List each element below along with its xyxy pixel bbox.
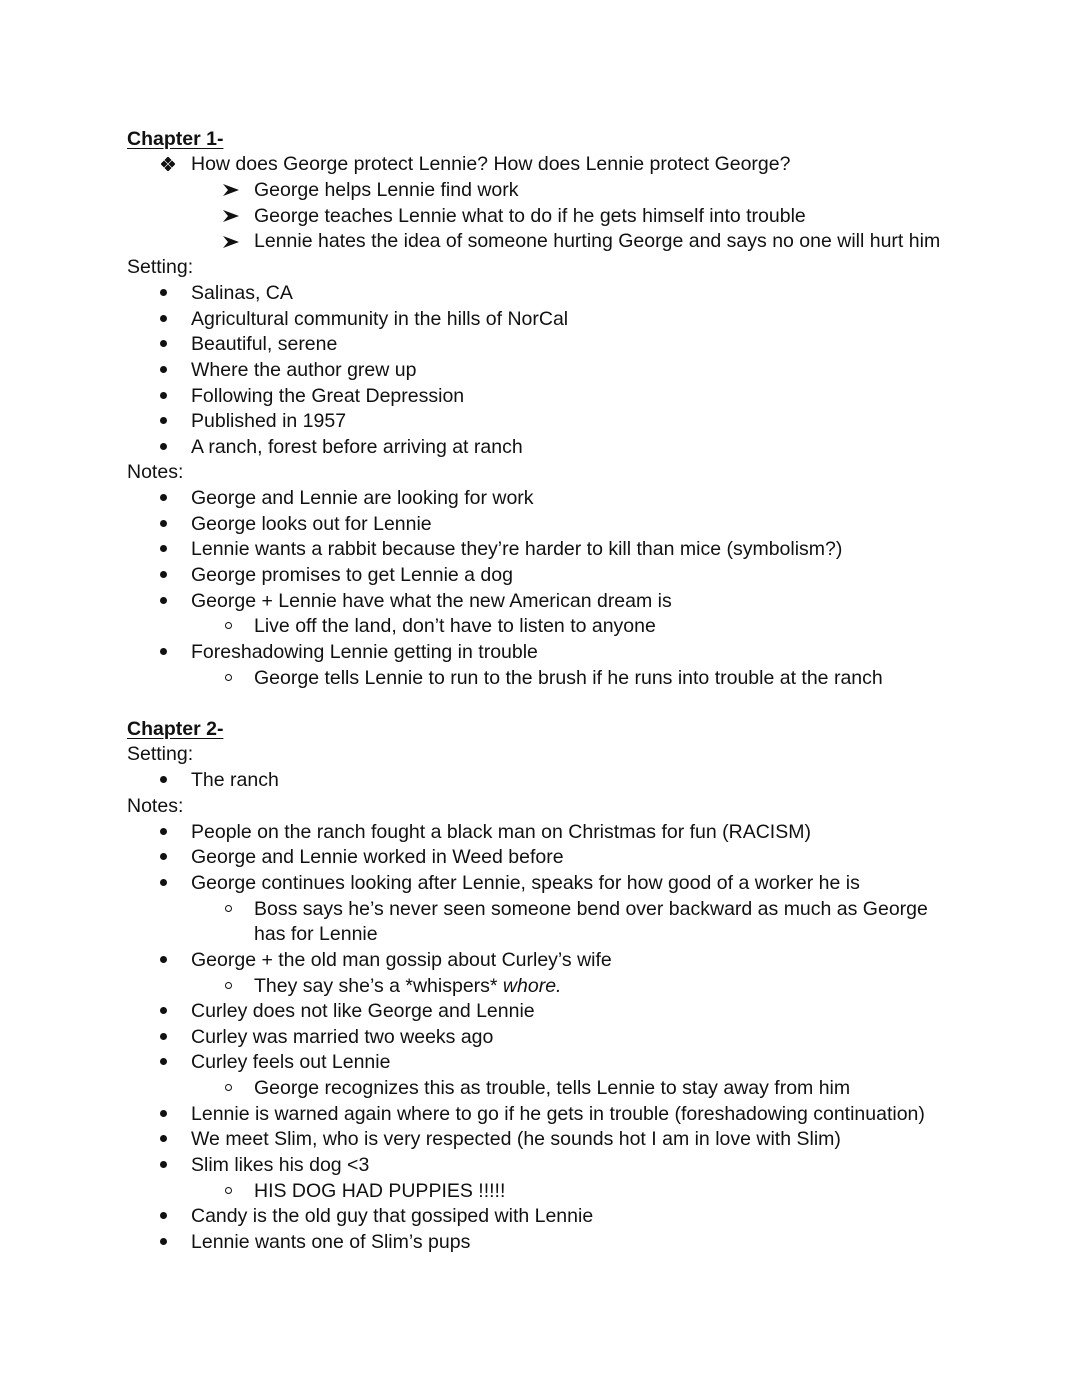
sub-bullet-icon xyxy=(225,982,232,989)
note-item: George + the old man gossip about Curley’s wife xyxy=(191,949,612,971)
setting-item: Beautiful, serene xyxy=(191,333,338,355)
diamond-bullet-icon xyxy=(161,157,175,171)
note-subitem: Boss says he’s never seen someone bend over backward as much as George xyxy=(254,898,928,920)
bullet-icon xyxy=(160,417,167,424)
setting-item: Following the Great Depression xyxy=(191,385,465,407)
chapter1-setting-label: Setting: xyxy=(127,256,194,278)
bullet-icon xyxy=(160,340,167,347)
bullet-icon xyxy=(160,828,167,835)
bullet-icon xyxy=(160,1135,167,1142)
chapter2-notes-label: Notes: xyxy=(127,795,184,817)
bullet-icon xyxy=(160,853,167,860)
arrow-bullet-icon xyxy=(223,210,239,222)
chapter1-heading: Chapter 1- xyxy=(127,128,224,150)
sub-bullet-icon xyxy=(225,674,232,681)
note-item: Slim likes his dog <3 xyxy=(191,1154,370,1176)
note-item: Curley feels out Lennie xyxy=(191,1051,391,1073)
setting-item: Salinas, CA xyxy=(191,282,293,304)
chapter2-heading: Chapter 2- xyxy=(127,718,224,740)
answer-item: George helps Lennie find work xyxy=(254,179,519,201)
bullet-icon xyxy=(160,1033,167,1040)
sub-bullet-icon xyxy=(225,1187,232,1194)
bullet-icon xyxy=(160,494,167,501)
bullet-icon xyxy=(160,1058,167,1065)
setting-item: The ranch xyxy=(191,769,279,791)
note-subitem: George recognizes this as trouble, tells Lennie to stay away from him xyxy=(254,1077,851,1099)
note-subitem-emphasis: whore. xyxy=(502,975,562,997)
bullet-icon xyxy=(160,648,167,655)
sub-bullet-icon xyxy=(225,905,232,912)
note-subitem: HIS DOG HAD PUPPIES !!!!! xyxy=(254,1180,506,1202)
bullet-icon xyxy=(160,879,167,886)
note-subitem: George tells Lennie to run to the brush if he runs into trouble at the ranch xyxy=(254,667,883,689)
note-subitem: Live off the land, don’t have to listen to anyone xyxy=(254,615,656,637)
note-item: Lennie wants a rabbit because they’re harder to kill than mice (symbolism?) xyxy=(191,538,843,560)
note-item: George continues looking after Lennie, speaks for how good of a worker he is xyxy=(191,872,860,894)
answer-item: Lennie hates the idea of someone hurting George and says no one will hurt him xyxy=(254,230,941,252)
note-item: Candy is the old guy that gossiped with Lennie xyxy=(191,1205,594,1227)
chapter2-setting-label: Setting: xyxy=(127,743,194,765)
bullet-icon xyxy=(160,443,167,450)
bullet-icon xyxy=(160,289,167,296)
bullet-icon xyxy=(160,1110,167,1117)
arrow-bullet-icon xyxy=(223,236,239,248)
note-item: Foreshadowing Lennie getting in trouble xyxy=(191,641,538,663)
note-item: George + Lennie have what the new American dream is xyxy=(191,590,672,612)
setting-item: Published in 1957 xyxy=(191,410,347,432)
sub-bullet-icon xyxy=(225,622,232,629)
bullet-icon xyxy=(160,956,167,963)
bullet-icon xyxy=(160,597,167,604)
bullet-icon xyxy=(160,1212,167,1219)
note-subitem-text: They say she’s a *whispers* xyxy=(254,975,503,997)
setting-item: Agricultural community in the hills of NorCal xyxy=(191,308,569,330)
note-item: People on the ranch fought a black man on Christmas for fun (RACISM) xyxy=(191,821,811,843)
setting-item: A ranch, forest before arriving at ranch xyxy=(191,436,523,458)
bullet-icon xyxy=(160,776,167,783)
note-item: George looks out for Lennie xyxy=(191,513,432,535)
bullet-icon xyxy=(160,1161,167,1168)
chapter1-question: How does George protect Lennie? How does Lennie protect George? xyxy=(191,153,791,175)
note-item: George and Lennie worked in Weed before xyxy=(191,846,564,868)
note-item: Lennie is warned again where to go if he gets in trouble (foreshadowing continuation) xyxy=(191,1103,925,1125)
bullet-icon xyxy=(160,1007,167,1014)
bullet-icon xyxy=(160,366,167,373)
bullet-icon xyxy=(160,545,167,552)
bullet-icon xyxy=(160,520,167,527)
answer-item: George teaches Lennie what to do if he gets himself into trouble xyxy=(254,205,806,227)
bullet-icon xyxy=(160,1238,167,1245)
note-subitem xyxy=(254,974,561,998)
bullet-icon xyxy=(160,571,167,578)
note-item: Curley does not like George and Lennie xyxy=(191,1000,535,1022)
sub-bullet-icon xyxy=(225,1084,232,1091)
note-subitem-continuation: has for Lennie xyxy=(254,923,378,945)
chapter1-notes-label: Notes: xyxy=(127,461,184,483)
note-item: We meet Slim, who is very respected (he sounds hot I am in love with Slim) xyxy=(191,1128,841,1150)
note-item: George and Lennie are looking for work xyxy=(191,487,534,509)
arrow-bullet-icon xyxy=(223,184,239,196)
bullet-icon xyxy=(160,392,167,399)
note-item: Lennie wants one of Slim’s pups xyxy=(191,1231,471,1253)
setting-item: Where the author grew up xyxy=(191,359,417,381)
note-item: Curley was married two weeks ago xyxy=(191,1026,494,1048)
bullet-icon xyxy=(160,315,167,322)
note-item: George promises to get Lennie a dog xyxy=(191,564,513,586)
